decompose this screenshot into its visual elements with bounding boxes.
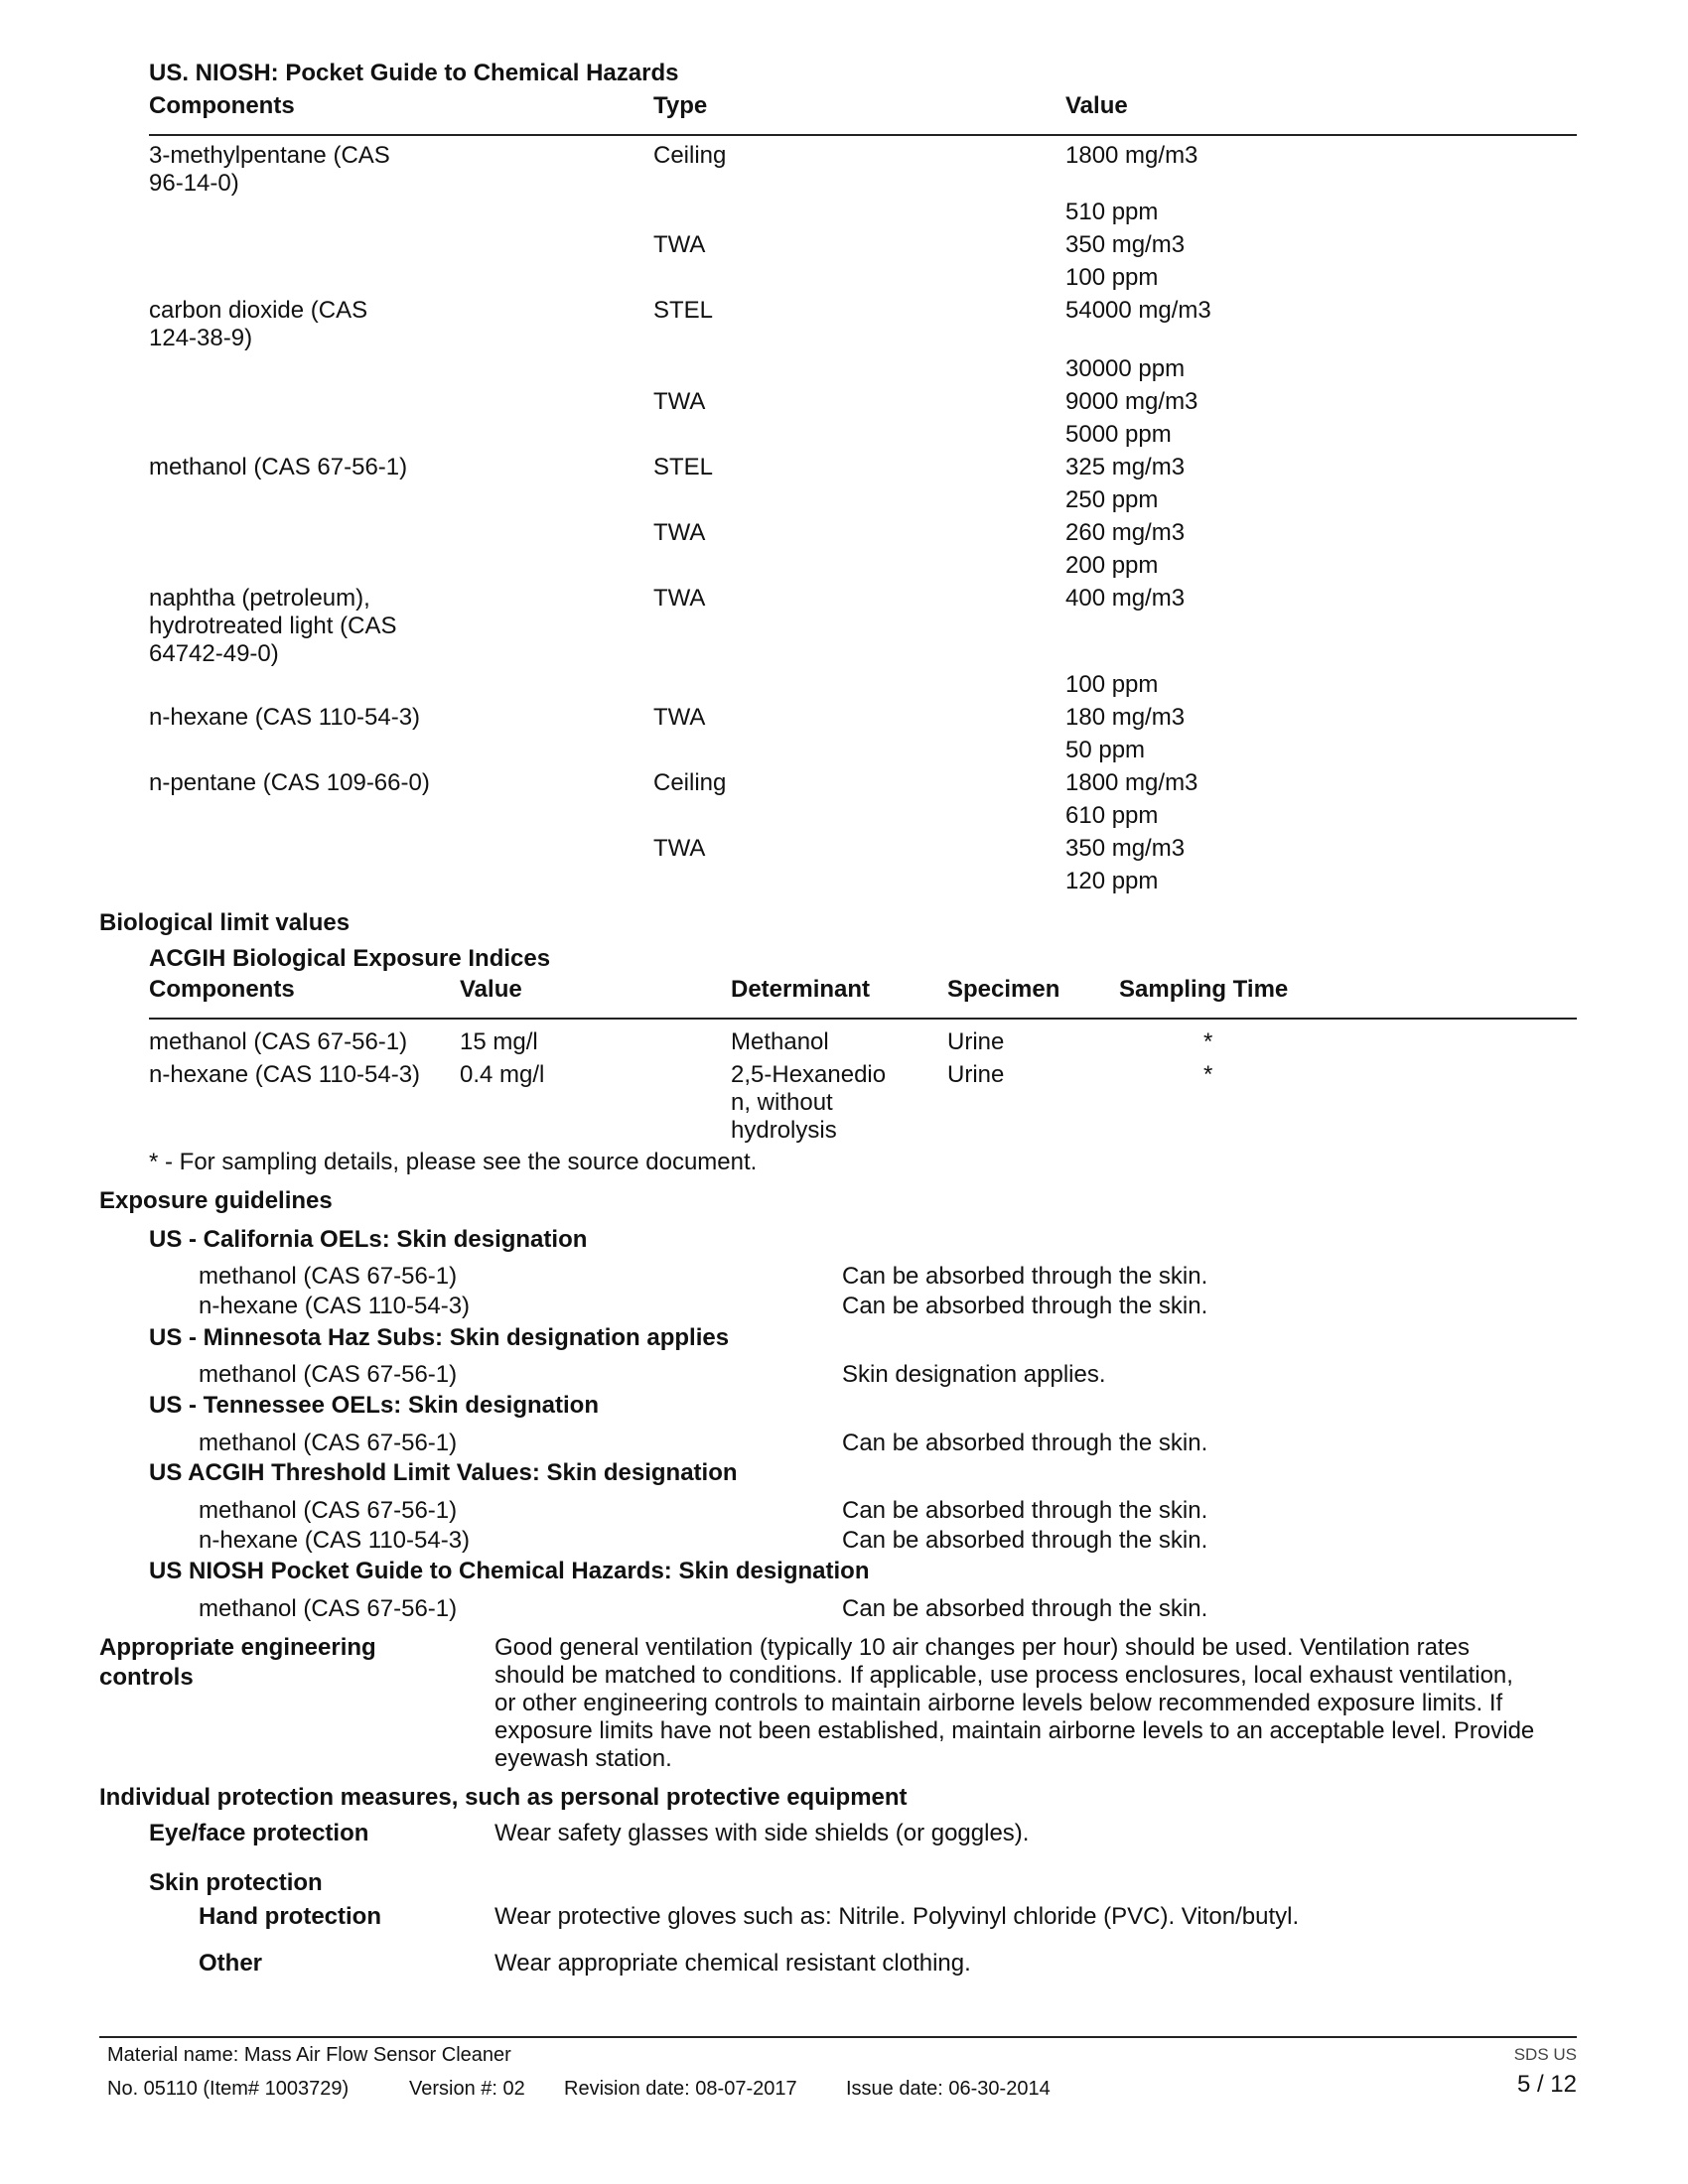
bio-determinant: n, without bbox=[731, 1089, 833, 1116]
exposure-text: Skin designation applies. bbox=[842, 1361, 1106, 1388]
niosh-type: TWA bbox=[653, 231, 706, 258]
niosh-type: Ceiling bbox=[653, 769, 727, 796]
bio-component: methanol (CAS 67-56-1) bbox=[149, 1028, 408, 1055]
niosh-value: 120 ppm bbox=[1065, 868, 1159, 894]
exposure-heading: Exposure guidelines bbox=[99, 1187, 333, 1214]
niosh-value: 180 mg/m3 bbox=[1065, 704, 1186, 731]
niosh-component: 3-methylpentane (CAS bbox=[149, 142, 390, 169]
bio-determinant: Methanol bbox=[731, 1028, 829, 1055]
niosh-component: 64742-49-0) bbox=[149, 640, 279, 667]
niosh-header-value: Value bbox=[1065, 92, 1128, 119]
bio-determinant: hydrolysis bbox=[731, 1117, 837, 1144]
exposure-component: n-hexane (CAS 110-54-3) bbox=[199, 1293, 471, 1319]
niosh-value: 9000 mg/m3 bbox=[1065, 388, 1198, 415]
bio-title: ACGIH Biological Exposure Indices bbox=[149, 945, 551, 972]
bio-header-components: Components bbox=[149, 976, 295, 1003]
bio-specimen: Urine bbox=[947, 1061, 1005, 1088]
niosh-component: hydrotreated light (CAS bbox=[149, 613, 397, 639]
niosh-value: 100 ppm bbox=[1065, 264, 1159, 291]
other-protection-text: Wear appropriate chemical resistant clothing. bbox=[494, 1950, 971, 1977]
bio-header-specimen: Specimen bbox=[947, 976, 1060, 1003]
niosh-type: TWA bbox=[653, 704, 706, 731]
footer-version: Version #: 02 bbox=[409, 2078, 525, 2100]
engineering-line: exposure limits have not been established, maintain airborne levels to an acceptable level. Provide bbox=[494, 1717, 1535, 1744]
exposure-component: methanol (CAS 67-56-1) bbox=[199, 1430, 458, 1456]
niosh-component: naphtha (petroleum), bbox=[149, 585, 370, 612]
exposure-component: methanol (CAS 67-56-1) bbox=[199, 1263, 458, 1290]
exposure-text: Can be absorbed through the skin. bbox=[842, 1263, 1208, 1290]
engineering-label-line1: Appropriate engineering bbox=[99, 1634, 376, 1661]
footer-sds: SDS US bbox=[1513, 2045, 1577, 2064]
niosh-component: 96-14-0) bbox=[149, 170, 239, 197]
niosh-type: TWA bbox=[653, 519, 706, 546]
exposure-text: Can be absorbed through the skin. bbox=[842, 1293, 1208, 1319]
niosh-type: Ceiling bbox=[653, 142, 727, 169]
niosh-value: 54000 mg/m3 bbox=[1065, 297, 1211, 324]
exposure-component: methanol (CAS 67-56-1) bbox=[199, 1361, 458, 1388]
hand-protection-text: Wear protective gloves such as: Nitrile. Polyvinyl chloride (PVC). Viton/butyl. bbox=[494, 1903, 1300, 1930]
exposure-text: Can be absorbed through the skin. bbox=[842, 1497, 1208, 1524]
exposure-group-title: US - Minnesota Haz Subs: Skin designation applies bbox=[149, 1324, 730, 1351]
engineering-line: or other engineering controls to maintain airborne levels below recommended exposure limits. If bbox=[494, 1690, 1503, 1716]
exposure-component: n-hexane (CAS 110-54-3) bbox=[199, 1527, 471, 1554]
hand-protection-label: Hand protection bbox=[199, 1903, 381, 1930]
footer-number: No. 05110 (Item# 1003729) bbox=[107, 2078, 350, 2100]
exposure-group-title: US NIOSH Pocket Guide to Chemical Hazards: Skin designation bbox=[149, 1558, 870, 1584]
bio-header-sampling: Sampling Time bbox=[1119, 976, 1289, 1003]
exposure-text: Can be absorbed through the skin. bbox=[842, 1527, 1208, 1554]
bio-determinant: 2,5-Hexanedio bbox=[731, 1061, 887, 1088]
engineering-line: should be matched to conditions. If applicable, use process enclosures, local exhaust ventilation, bbox=[494, 1662, 1513, 1689]
footer-revision: Revision date: 08-07-2017 bbox=[564, 2078, 797, 2100]
exposure-group-title: US ACGIH Threshold Limit Values: Skin designation bbox=[149, 1459, 738, 1486]
ppe-heading: Individual protection measures, such as personal protective equipment bbox=[99, 1784, 908, 1811]
bio-note: * - For sampling details, please see the source document. bbox=[149, 1149, 758, 1175]
bio-value: 15 mg/l bbox=[460, 1028, 538, 1055]
niosh-value: 200 ppm bbox=[1065, 552, 1159, 579]
niosh-title: US. NIOSH: Pocket Guide to Chemical Hazards bbox=[149, 60, 679, 86]
footer-page: 5 / 12 bbox=[1516, 2071, 1577, 2098]
bio-header-determinant: Determinant bbox=[731, 976, 871, 1003]
niosh-header-rule bbox=[149, 134, 1577, 136]
niosh-value: 350 mg/m3 bbox=[1065, 835, 1186, 862]
niosh-value: 325 mg/m3 bbox=[1065, 454, 1186, 480]
exposure-group-title: US - California OELs: Skin designation bbox=[149, 1226, 588, 1253]
exposure-text: Can be absorbed through the skin. bbox=[842, 1595, 1208, 1622]
exposure-text: Can be absorbed through the skin. bbox=[842, 1430, 1208, 1456]
engineering-label-line2: controls bbox=[99, 1664, 194, 1691]
footer-rule bbox=[99, 2036, 1577, 2038]
niosh-value: 400 mg/m3 bbox=[1065, 585, 1186, 612]
skin-protection-label: Skin protection bbox=[149, 1869, 323, 1896]
footer-issue: Issue date: 06-30-2014 bbox=[846, 2078, 1051, 2100]
eye-protection-label: Eye/face protection bbox=[149, 1820, 369, 1846]
niosh-type: TWA bbox=[653, 585, 706, 612]
niosh-component: n-hexane (CAS 110-54-3) bbox=[149, 704, 421, 731]
bio-sampling: * bbox=[1203, 1061, 1213, 1088]
niosh-value: 50 ppm bbox=[1065, 737, 1146, 763]
bio-sampling: * bbox=[1203, 1028, 1213, 1055]
niosh-value: 30000 ppm bbox=[1065, 355, 1186, 382]
bio-value: 0.4 mg/l bbox=[460, 1061, 545, 1088]
bio-specimen: Urine bbox=[947, 1028, 1005, 1055]
niosh-component: n-pentane (CAS 109-66-0) bbox=[149, 769, 430, 796]
niosh-header-components: Components bbox=[149, 92, 295, 119]
bio-heading: Biological limit values bbox=[99, 909, 351, 936]
niosh-type: STEL bbox=[653, 297, 714, 324]
niosh-value: 510 ppm bbox=[1065, 199, 1159, 225]
niosh-header-type: Type bbox=[653, 92, 708, 119]
other-protection-label: Other bbox=[199, 1950, 263, 1977]
niosh-value: 610 ppm bbox=[1065, 802, 1159, 829]
exposure-component: methanol (CAS 67-56-1) bbox=[199, 1595, 458, 1622]
niosh-value: 5000 ppm bbox=[1065, 421, 1172, 448]
niosh-value: 260 mg/m3 bbox=[1065, 519, 1186, 546]
exposure-group-title: US - Tennessee OELs: Skin designation bbox=[149, 1392, 599, 1419]
niosh-value: 350 mg/m3 bbox=[1065, 231, 1186, 258]
bio-header-value: Value bbox=[460, 976, 522, 1003]
niosh-component: methanol (CAS 67-56-1) bbox=[149, 454, 408, 480]
niosh-component: carbon dioxide (CAS bbox=[149, 297, 368, 324]
engineering-line: eyewash station. bbox=[494, 1745, 672, 1772]
bio-header-rule bbox=[149, 1018, 1577, 1020]
bio-component: n-hexane (CAS 110-54-3) bbox=[149, 1061, 421, 1088]
exposure-component: methanol (CAS 67-56-1) bbox=[199, 1497, 458, 1524]
niosh-value: 250 ppm bbox=[1065, 486, 1159, 513]
niosh-type: STEL bbox=[653, 454, 714, 480]
niosh-type: TWA bbox=[653, 388, 706, 415]
niosh-component: 124-38-9) bbox=[149, 325, 253, 351]
niosh-value: 1800 mg/m3 bbox=[1065, 769, 1198, 796]
niosh-value: 100 ppm bbox=[1065, 671, 1159, 698]
niosh-type: TWA bbox=[653, 835, 706, 862]
eye-protection-text: Wear safety glasses with side shields (or goggles). bbox=[494, 1820, 1030, 1846]
niosh-value: 1800 mg/m3 bbox=[1065, 142, 1198, 169]
footer-material: Material name: Mass Air Flow Sensor Cleaner bbox=[107, 2044, 511, 2066]
engineering-line: Good general ventilation (typically 10 air changes per hour) should be used. Ventilation rates bbox=[494, 1634, 1470, 1661]
